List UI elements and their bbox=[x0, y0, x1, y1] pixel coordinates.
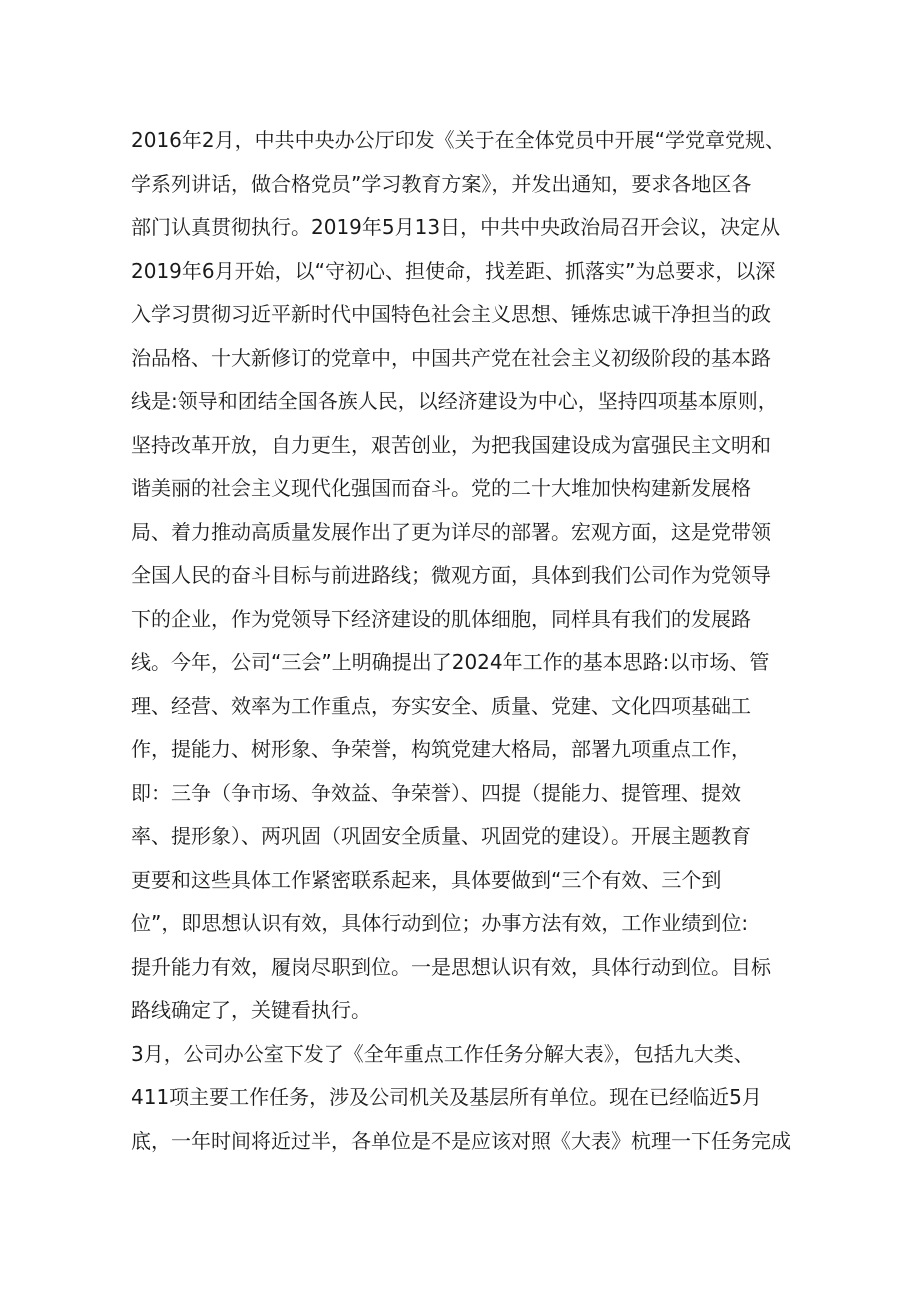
text-line: 底，一年时间将近过半，各单位是不是应该对照《大表》杭理一下任务完成 bbox=[131, 1128, 791, 1153]
text-line: 线是:领导和团结全国各族人民，以经济建设为中心，坚持四项基本原则， bbox=[131, 389, 778, 413]
text-line: 入学习贯彻习近平新时代中国特色社会主义思想、锤炼忠诚干净担当的政 bbox=[131, 302, 771, 326]
text-line: 学系列讲话，做合格党员”学习教育方案》，并发出通知，要求各地区各 bbox=[131, 171, 752, 196]
text-line: 2019年6月开始，以“守初心、担使命，找差距、抓落实”为总要求，以深 bbox=[131, 258, 776, 283]
text-line: 局、着力推动高质量发展作出了更为详尽的部署。宏观方面，这是党带领 bbox=[131, 519, 771, 544]
text-line: 作，提能力、树形象、争荣誉，构筑党建大格局，部署九项重点工作， bbox=[131, 737, 751, 761]
text-line: 下的企业，作为党领导下经济建设的肌体细胞，同样具有我们的发展路 bbox=[131, 606, 751, 631]
text-line: 提升能力有效，履岗尽职到位。一是思想认识有效，具体行动到位。目标 bbox=[131, 954, 771, 979]
text-line: 率、提形象）、两巩固（巩固安全质量、巩固党的建设）。开展主题教育 bbox=[131, 824, 751, 848]
text-line: 坚持改革开放，自力更生，艰苦创业，为把我国建设成为富强民主文明和 bbox=[131, 432, 771, 457]
text-line: 部门认真贯彻执行。2019年5月13日，中共中央政治局召开会议，决定从 bbox=[131, 215, 781, 239]
text-line: 2016年2月，中共中央办公厅印发《关于在全体党员中开展“学党章党规、 bbox=[131, 128, 785, 152]
text-line: 路线确定了，关键看执行。 bbox=[131, 998, 371, 1022]
text-line: 位”，即思想认识有效，具体行动到位；办事方法有效，工作业绩到位: bbox=[131, 911, 749, 935]
text-line: 线。今年，公司“三会”上明确提出了2024年工作的基本思路:以市场、管 bbox=[131, 650, 770, 674]
text-line: 即：三争（争市场、争效益、争荣誉）、四提（提能力、提管理、提效 bbox=[131, 780, 741, 805]
text-line: 411项主要工作任务，涉及公司机关及基层所有单位。现在已经临近5月 bbox=[131, 1085, 762, 1109]
body-text bbox=[131, 119, 791, 1163]
text-line: 谐美丽的社会主义现代化强国而奋斗。党的二十大堆加快构建新发展格 bbox=[131, 476, 751, 500]
text-line: 全国人民的奋斗目标与前进路线；微观方面，具体到我们公司作为党领导 bbox=[131, 563, 771, 587]
text-line: 理、经营、效率为工作重点，夯实安全、质量、党建、文化四项基础工 bbox=[131, 693, 751, 718]
text-line: 更要和这些具体工作紧密联系起来，具体要做到“三个有效、三个到 bbox=[131, 867, 722, 892]
text-line: 治品格、十大新修订的党章中，中国共产党在社会主义初级阶段的基本路 bbox=[131, 345, 771, 370]
text-line: 3月，公司办公室下发了《全年重点工作任务分解大表》，包括九大类、 bbox=[131, 1041, 754, 1066]
